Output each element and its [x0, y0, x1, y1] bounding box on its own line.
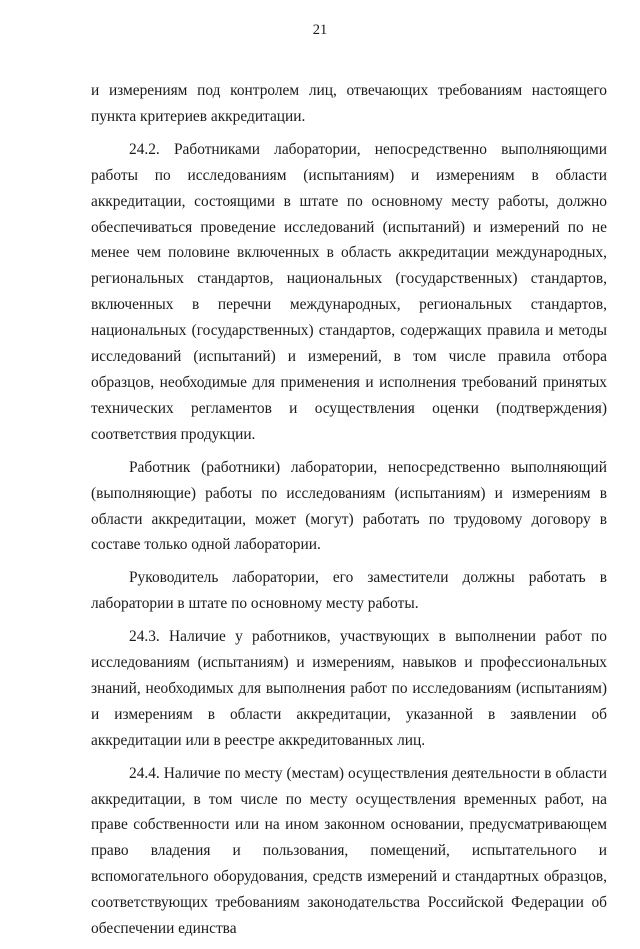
- paragraph-24-4: 24.4. Наличие по месту (местам) осуществления деятельности в области аккредитации, в том числе по месту осуществления временных работ, на праве собственности или на ином законном основании, предусматривающем право владения и пользования, помещений, испытательного и вспомогательного оборудования, средств измерений и стандартных образцов, соответствующих требованиям законодательства Российской Федерации об обеспечении единства: [91, 764, 607, 938]
- paragraph-lab-head: Руководитель лаборатории, его заместители должны работать в лаборатории в штате по основному месту работы.: [91, 569, 607, 613]
- paragraph-worker-employment: Работник (работники) лаборатории, непосредственно выполняющий (выполняющие) работы по исследованиям (испытаниям) и измерениям в области аккредитации, может (могут) работать по трудовому договору в составе только одной лаборатории.: [91, 458, 607, 554]
- page-number: 21: [312, 22, 328, 38]
- document-body: [91, 78, 607, 949]
- paragraph-24-3: 24.3. Наличие у работников, участвующих в выполнении работ по исследованиям (испытаниям) и измерениям, навыков и профессиональных знаний, необходимых для выполнения работ по исследованиям (испытаниям) и измерениям в области аккредитации, указанной в заявлении об аккредитации или в реестре аккредитованных лиц.: [91, 628, 607, 749]
- paragraph-24-2: 24.2. Работниками лаборатории, непосредственно выполняющими работы по исследованиям (испытаниям) и измерениям в области аккредитации, состоящими в штате по основному месту работы, должно обеспечиваться проведение исследований (испытаний) и измерений по не менее чем половине включенных в область аккредитации международных, региональных стандартов, национальных (государственных) стандартов, включенных в перечни международных, региональных стандартов, национальных (государственных) стандартов, содержащих правила и методы исследований (испытаний) и измерений, в том числе правила отбора образцов, необходимые для применения и исполнения требований принятых технических регламентов и осуществления оценки (подтверждения) соответствия продукции.: [91, 140, 607, 443]
- paragraph-continuation: и измерениям под контролем лиц, отвечающих требованиям настоящего пункта критериев аккредитации.: [91, 82, 607, 125]
